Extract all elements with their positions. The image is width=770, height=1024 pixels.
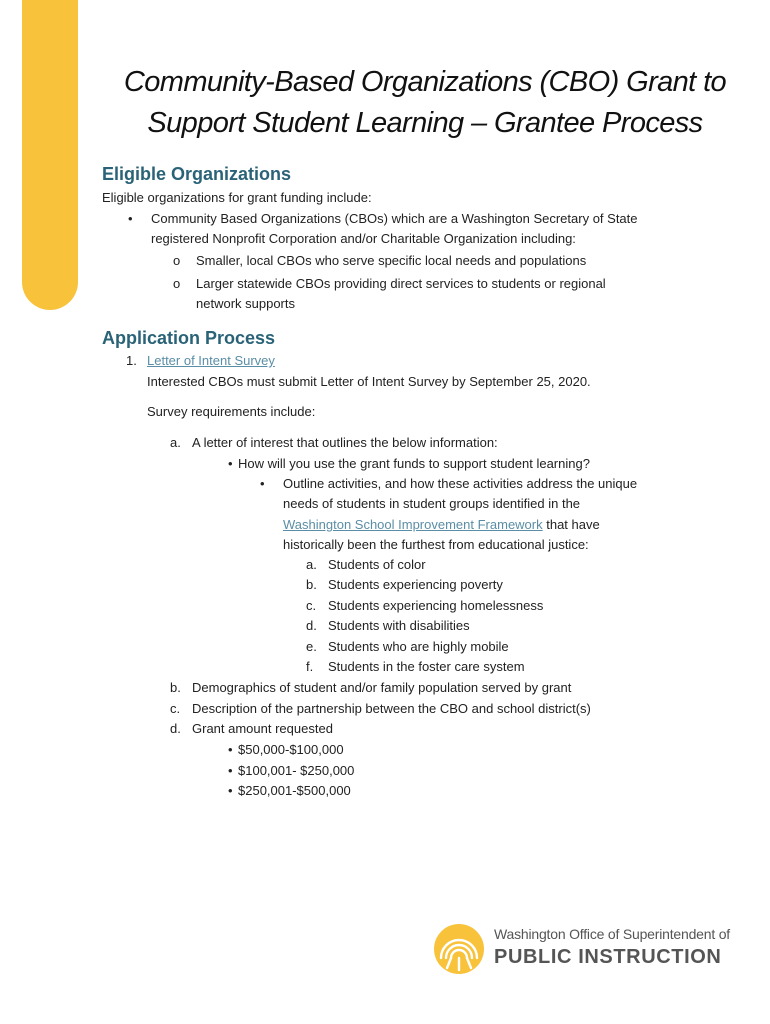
eligible-sub-item-2-line-2: network supports xyxy=(196,296,295,311)
bullet-dot-icon: • xyxy=(228,456,233,471)
bullet-dot-icon: • xyxy=(128,211,133,226)
student-group-marker: a. xyxy=(306,557,317,572)
student-group-marker: c. xyxy=(306,597,317,613)
student-group-marker: f. xyxy=(306,659,314,674)
item-b-marker: b. xyxy=(170,680,181,695)
eligible-heading: Eligible Organizations xyxy=(102,164,292,184)
school-improvement-framework-link[interactable]: Washington School Improvement Framework xyxy=(283,517,543,532)
eligible-bullet-line-2: registered Nonprofit Corporation and/or Charitable Organization including: xyxy=(151,231,576,246)
student-group-item: Students experiencing homelessness xyxy=(328,597,544,613)
letter-of-intent-survey-link[interactable]: Letter of Intent Survey xyxy=(147,353,275,368)
bullet-dot-icon: • xyxy=(228,783,233,798)
item-c-text: Description of the partnership between the CBO and school district(s) xyxy=(192,701,591,716)
student-group-item: Students with disabilities xyxy=(328,618,470,634)
eligible-intro: Eligible organizations for grant funding include: xyxy=(102,190,372,205)
student-group-marker: d. xyxy=(306,618,317,634)
application-heading: Application Process xyxy=(102,328,276,348)
eligible-sub-item-2-line-1: Larger statewide CBOs providing direct services to students or regional xyxy=(196,276,606,291)
question-2-line-3-tail: that have xyxy=(542,517,600,532)
bullet-dot-icon: • xyxy=(228,762,233,778)
ospi-logo xyxy=(432,922,730,978)
question-1: How will you use the grant funds to support student learning? xyxy=(238,456,590,471)
title-line-1: Community-Based Organizations (CBO) Grant to xyxy=(123,66,727,98)
student-group-marker: b. xyxy=(306,577,317,593)
logo-subtitle: Washington Office of Superintendent of xyxy=(494,926,730,942)
question-2-line-3 xyxy=(283,515,600,535)
student-group-item: Students in the foster care system xyxy=(328,659,525,674)
item-b-text: Demographics of student and/or family population served by grant xyxy=(192,680,572,695)
survey-intro: Survey requirements include: xyxy=(147,404,316,419)
yellow-accent-bar xyxy=(22,0,78,310)
item-d-marker: d. xyxy=(170,721,181,736)
grant-amount-item: $100,001- $250,000 xyxy=(238,762,355,778)
title-line-2: Support Student Learning – Grantee Process xyxy=(147,107,703,139)
item-d-text: Grant amount requested xyxy=(192,721,333,736)
student-group-item: Students of color xyxy=(328,557,426,572)
circle-bullet-icon: o xyxy=(173,253,181,268)
item-a-text: A letter of interest that outlines the below information: xyxy=(192,435,498,450)
sunburst-logo-icon xyxy=(432,922,486,976)
eligible-sub-item-1: Smaller, local CBOs who serve specific local needs and populations xyxy=(196,253,587,268)
grant-amount-item: $250,001-$500,000 xyxy=(238,783,351,798)
step-number: 1. xyxy=(126,353,137,368)
student-group-marker: e. xyxy=(306,638,317,654)
bullet-dot-icon: • xyxy=(228,742,233,757)
item-c-marker: c. xyxy=(170,701,181,716)
question-2-line-2: needs of students in student groups identified in the xyxy=(283,496,581,511)
step-description: Interested CBOs must submit Letter of Intent Survey by September 25, 2020. xyxy=(147,374,591,389)
bullet-dot-icon: • xyxy=(260,476,265,491)
circle-bullet-icon: o xyxy=(173,276,181,291)
eligible-bullet-line-1: Community Based Organizations (CBOs) which are a Washington Secretary of State xyxy=(151,211,638,226)
question-2-line-1: Outline activities, and how these activities address the unique xyxy=(283,476,638,491)
student-group-item: Students who are highly mobile xyxy=(328,638,509,654)
grant-amount-item: $50,000-$100,000 xyxy=(238,742,344,757)
page-title xyxy=(100,62,750,144)
logo-main-text: PUBLIC INSTRUCTION xyxy=(494,946,722,968)
question-2-line-4: historically been the furthest from educational justice: xyxy=(283,537,589,552)
item-a-marker: a. xyxy=(170,435,181,450)
student-group-item: Students experiencing poverty xyxy=(328,577,503,593)
